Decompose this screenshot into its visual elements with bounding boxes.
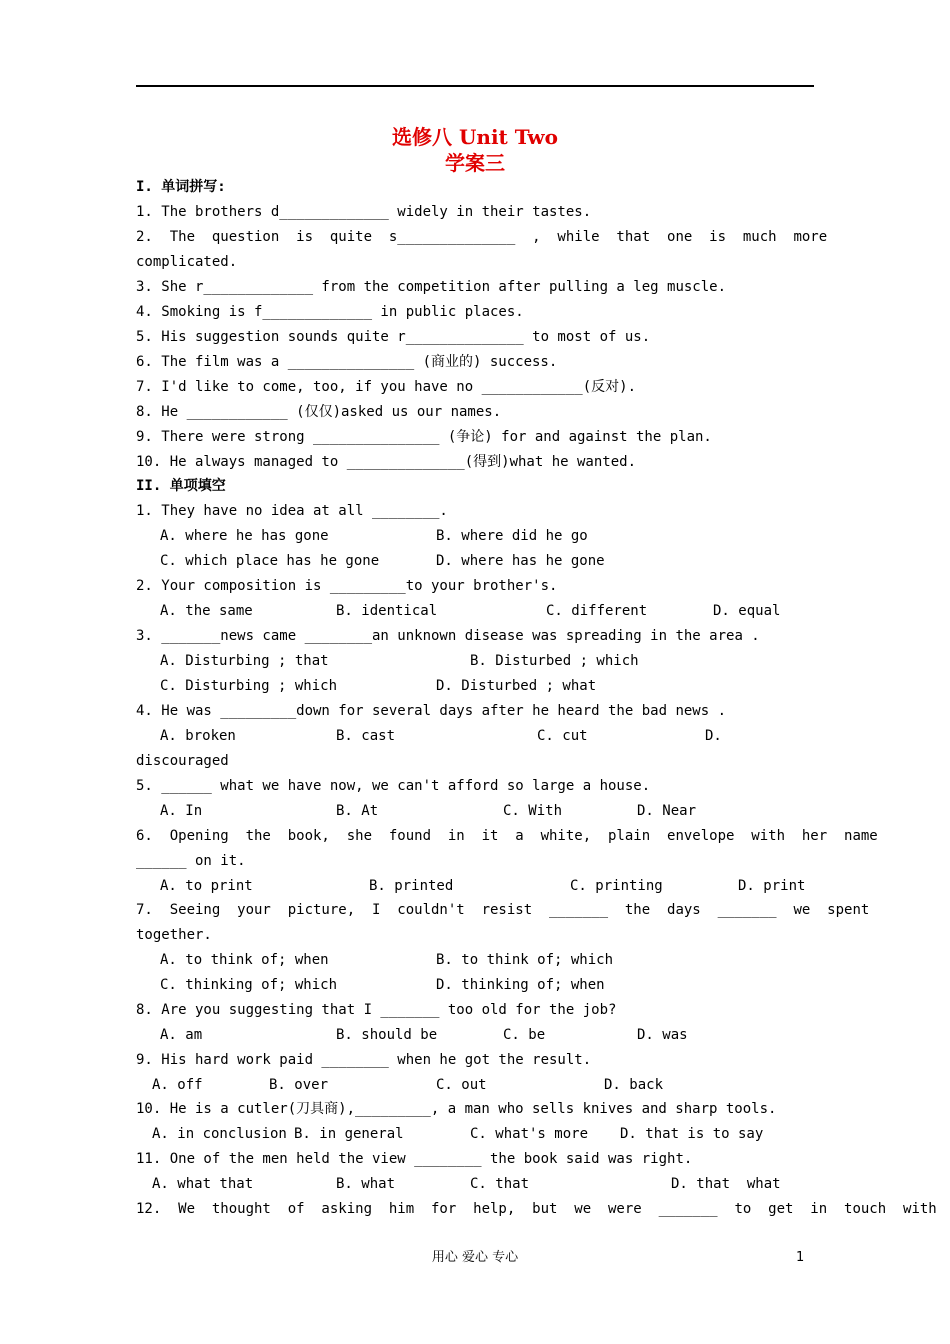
option-d: D. where has he gone (436, 553, 605, 569)
options-row (136, 973, 814, 998)
option-c: C. printing (570, 878, 663, 894)
section-heading-spelling: I. 单词拼写: (136, 179, 226, 195)
option-b: B. what (336, 1176, 396, 1192)
page-footer: 用心 爱心 专心 (431, 1250, 519, 1265)
option-c: C. that (470, 1176, 530, 1192)
spelling-item: 4. Smoking is f_____________ in public places. (136, 304, 524, 320)
question-1: 1. They have no idea at all ________. (136, 503, 448, 519)
option-a: A. to think of; when (160, 952, 329, 968)
option-b: B. At (336, 803, 379, 819)
options-row (136, 948, 814, 973)
question-11: 11. One of the men held the view ________ the book said was right. (136, 1151, 693, 1167)
option-d: D. print (738, 878, 806, 894)
question-2: 2. Your composition is _________to your brother's. (136, 578, 558, 594)
question-7-continuation: together. (136, 927, 212, 943)
option-a: A. broken (160, 728, 236, 744)
option-c: C. thinking of; which (160, 977, 338, 993)
option-d: D. Near (637, 803, 697, 819)
options-row (136, 599, 814, 624)
option-b: B. over (269, 1077, 329, 1093)
option-c: C. out (436, 1077, 487, 1093)
document-title: 选修八 Unit Two (392, 125, 558, 149)
options-row (136, 649, 814, 674)
header-rule (136, 85, 814, 87)
option-b: B. cast (336, 728, 396, 744)
question-12: 12. We thought of asking him for help, but we were _______ to get in touch with (136, 1201, 937, 1217)
option-a: A. to print (160, 878, 253, 894)
option-c: C. which place has he gone (160, 553, 380, 569)
question-3: 3. _______news came ________an unknown disease was spreading in the area . (136, 628, 760, 644)
spelling-item: 9. There were strong _______________ (争论) for and against the plan. (136, 429, 712, 445)
spelling-item: 1. The brothers d_____________ widely in their tastes. (136, 204, 592, 220)
options-row (136, 674, 814, 699)
option-a: A. off (152, 1077, 203, 1093)
option-a: A. In (160, 803, 203, 819)
options-row (136, 724, 814, 749)
question-6-continuation: ______ on it. (136, 853, 246, 869)
option-c: C. be (503, 1027, 546, 1043)
option-a: A. am (160, 1027, 203, 1043)
option-d: D. equal (713, 603, 781, 619)
options-row (136, 1073, 814, 1098)
options-row (136, 524, 814, 549)
question-6: 6. Opening the book, she found in it a white, plain envelope with her name (136, 828, 878, 844)
section-heading-choice: II. 单项填空 (136, 478, 226, 494)
question-5: 5. ______ what we have now, we can't afford so large a house. (136, 778, 651, 794)
option-d: D. was (637, 1027, 688, 1043)
question-9: 9. His hard work paid ________ when he got the result. (136, 1052, 592, 1068)
option-d-continuation: discouraged (136, 753, 229, 769)
spelling-item: 7. I'd like to come, too, if you have no ____________(反对). (136, 379, 637, 395)
option-a: A. in conclusion (152, 1126, 287, 1142)
option-a: A. Disturbing ; that (160, 653, 329, 669)
option-d: D. that what (671, 1176, 781, 1192)
option-c: C. different (546, 603, 648, 619)
options-row (136, 799, 814, 824)
option-c: C. With (503, 803, 563, 819)
option-b: B. printed (369, 878, 454, 894)
spelling-item: 6. The film was a _______________ (商业的) success. (136, 354, 558, 370)
spelling-item: 8. He ____________ (仅仅)asked us our names. (136, 404, 502, 420)
page-number: 1 (796, 1250, 805, 1265)
spelling-item: 10. He always managed to ______________(得到)what he wanted. (136, 454, 637, 470)
option-b: B. Disturbed ; which (470, 653, 639, 669)
option-d: D. Disturbed ; what (436, 678, 597, 694)
spelling-item: 3. She r_____________ from the competition after pulling a leg muscle. (136, 279, 727, 295)
option-b: B. should be (336, 1027, 438, 1043)
option-d: D. thinking of; when (436, 977, 605, 993)
option-d: D. back (604, 1077, 664, 1093)
options-row (136, 1023, 814, 1048)
option-c: C. Disturbing ; which (160, 678, 338, 694)
option-a: A. where he has gone (160, 528, 329, 544)
options-row (136, 1122, 814, 1147)
options-row (136, 549, 814, 574)
spelling-item: 5. His suggestion sounds quite r______________ to most of us. (136, 329, 651, 345)
option-d: D. that is to say (620, 1126, 764, 1142)
question-10: 10. He is a cutler(刀具商),_________, a man who sells knives and sharp tools. (136, 1101, 777, 1117)
option-b: B. where did he go (436, 528, 588, 544)
option-c: C. what's more (470, 1126, 589, 1142)
option-a: A. what that (152, 1176, 254, 1192)
question-8: 8. Are you suggesting that I _______ too old for the job? (136, 1002, 617, 1018)
spelling-item-continuation: complicated. (136, 254, 238, 270)
option-a: A. the same (160, 603, 253, 619)
option-b: B. in general (294, 1126, 404, 1142)
option-b: B. identical (336, 603, 438, 619)
option-c: C. cut (537, 728, 588, 744)
question-4: 4. He was _________down for several days after he heard the bad news . (136, 703, 727, 719)
option-b: B. to think of; which (436, 952, 614, 968)
options-row (136, 874, 814, 899)
option-d: D. (705, 728, 722, 744)
question-7: 7. Seeing your picture, I couldn't resist _______ the days _______ we spent (136, 902, 870, 918)
spelling-item: 2. The question is quite s______________ , while that one is much more (136, 229, 828, 245)
options-row (136, 1172, 814, 1197)
document-subtitle: 学案三 (445, 151, 505, 175)
